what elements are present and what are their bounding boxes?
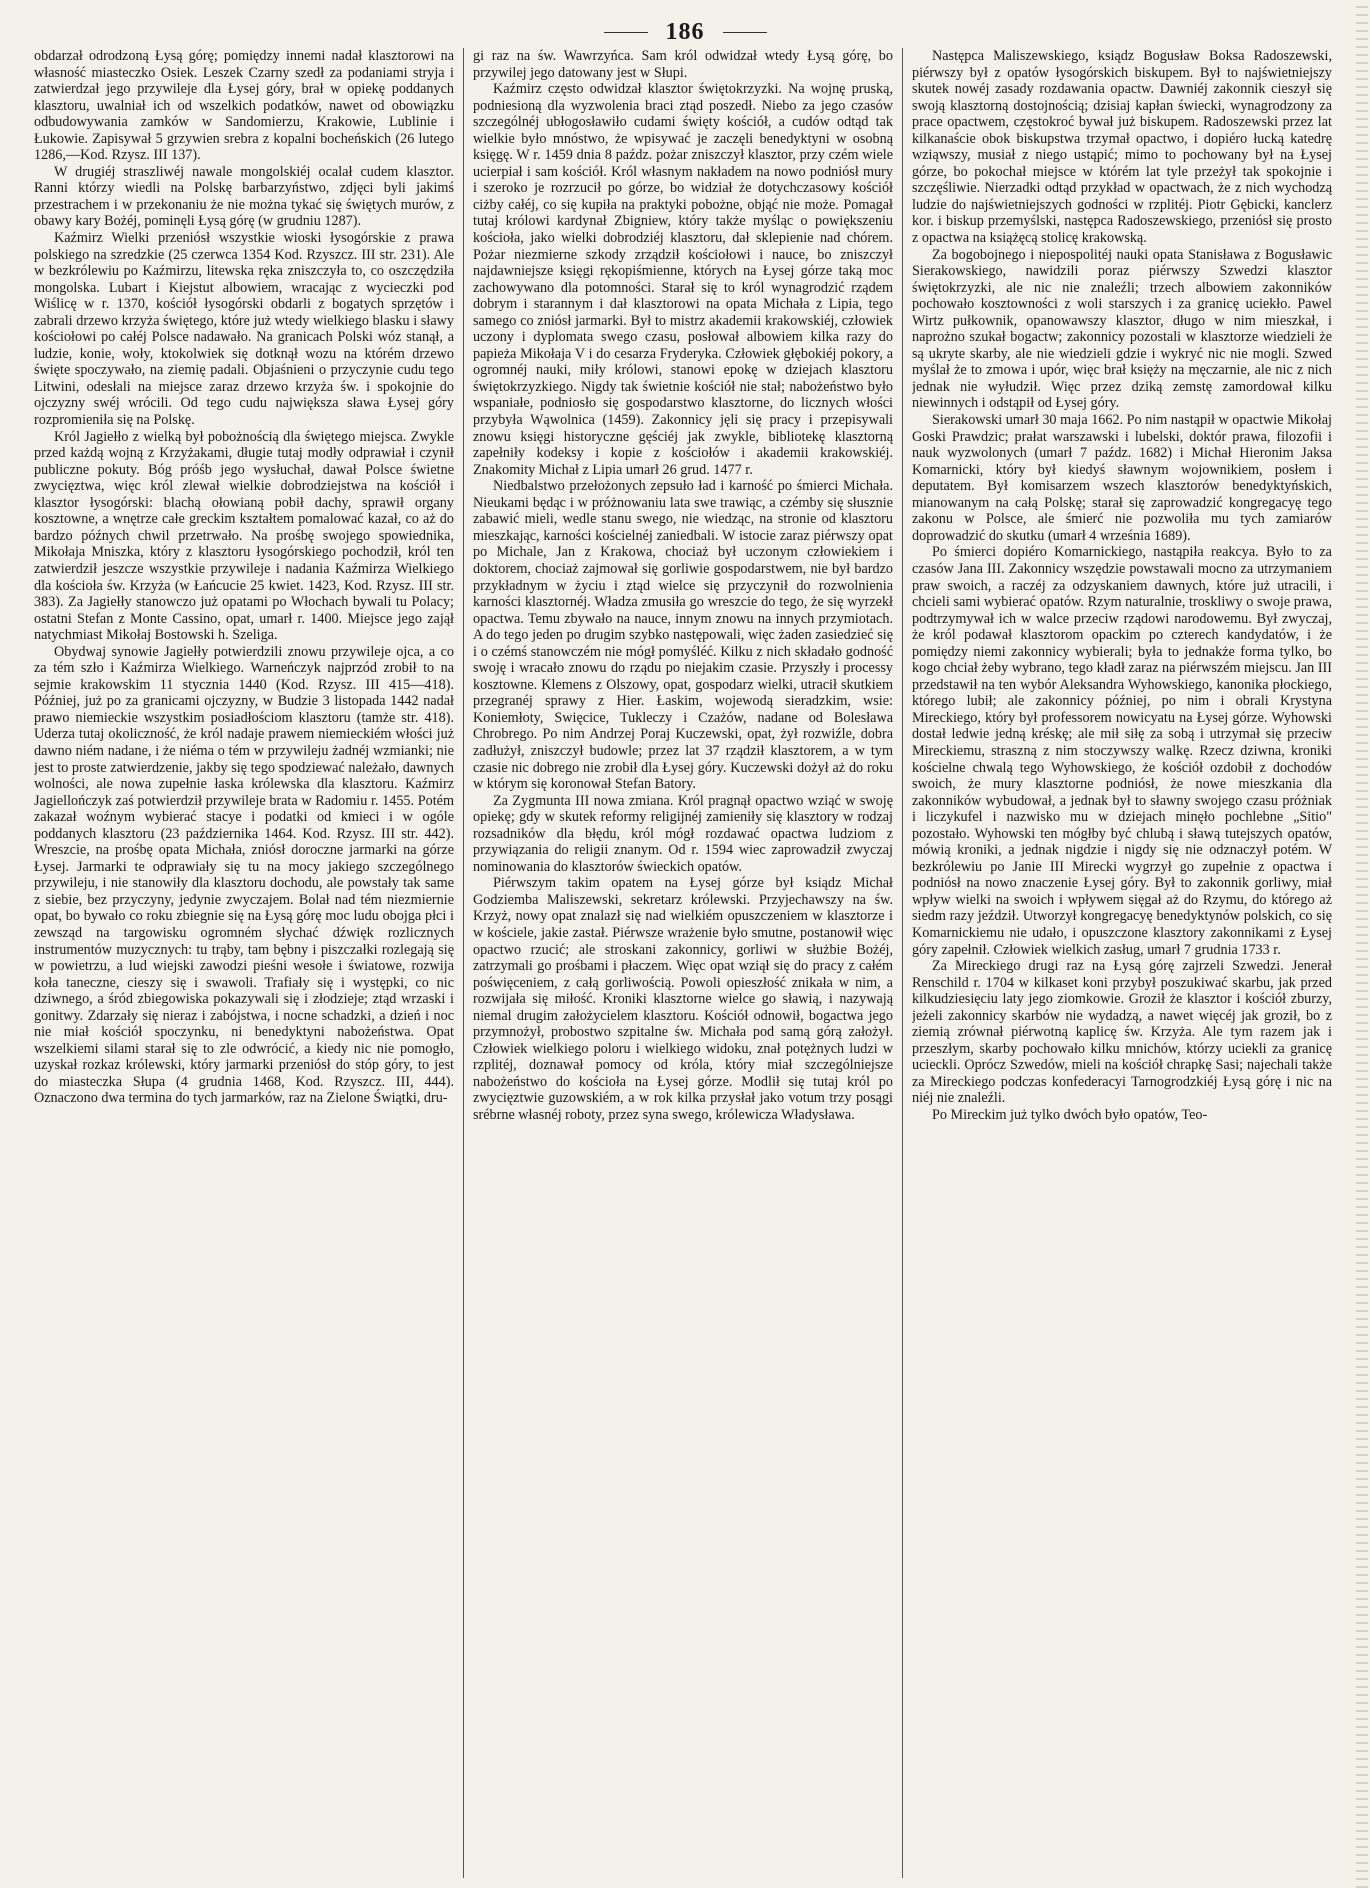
column-middle bbox=[473, 48, 893, 1878]
paragraph: Za Mireckiego drugi raz na Łysą górę zajrzeli Szwedzi. Jenerał Renschild r. 1704 w kilkaset koni przybył poszukiwać skarbu, jak przed kilkudziesięciu laty jego ziomkowie. Groził że klasztor i kościół zburzy, jeżeli zakonnicy skarbów nie wydadzą, a nawet więcéj jak groził, bo z ziemią zrównał piérwotną kaplicę św. Krzyża. Ale tym razem jak i przeszłym, skarby pochowało kilku mnichów, którzy uciekli za granicę ucieckli. Oprócz Szwedów, mieli na kościół chrapkę Sasi; najechali także za Mireckiego podczas konfederacyi Tarnogrodzkiéj Łysą górę i nic na niéj nie znaleźli. bbox=[912, 958, 1332, 1107]
paragraph: obdarzał odrodzoną Łysą górę; pomiędzy innemi nadał klasztorowi na własność miasteczko Osiek. Leszek Czarny szedł za podaniami stryja i zatwierdzał jego przywileje dla Łysej góry, brał w opiekę poddanych klasztoru, uwalniał ich od wszelkich podatków, nawet od obowiązku odbudowywania zamków w Sandomierzu, Krakowie, Lublinie i Łukowie. Zapisywał 5 grzywien srebra z kopalni bocheńskich (26 lutego 1286,—Kod. Rzysz. III 137). bbox=[34, 48, 454, 164]
paragraph: Po Mireckim już tylko dwóch było opatów, Teo- bbox=[932, 1107, 1208, 1123]
paragraph: Niedbalstwo przełożonych zepsuło ład i karność po śmierci Michała. Nieukami będąc i w próżnowaniu lata swe trawiąc, a czémby się słusznie zabawić mieli, wedle stanu swego, nie wiedząc, na stronie od klasztoru mieszkając, karności kościelnéj zaniedbali. W istocie zaraz piérwszy opat po Michale, Jan z Krakowa, chociaż był uczonym człowiekiem i doktorem, chociaż zajmował się gorliwie gospodarstwem, nie był bardzo przykładnym w życiu i ztąd wielce się przyczynił do rozwolnienia karności klasztornéj. Władza zmusiła go wreszcie do tego, że się wyrzekł opactwa. Temu zbywało na nauce, innym znowu na innych przymiotach. A do tego jeden po drugim szybko następowali, więc żaden zasiedzieć się i o czémś stanowczém nie mógł pomyśléć. Kilku z nich składało godność swoję i wracało znowu do rządu po niejakim czasie. Przyszły i processy kosztowne. Klemens z Olszowy, opat, gospodarz wielki, utracił skutkiem przegranéj sprawy z Hier. Łaskim, wojewodą sieradzkim, wsie: Koniemłoty, Swięcice, Tukleczy i Czażów, nadane od Bolesława Chrobrego. Po nim Andrzej Poraj Kuczewski, opat, żył rozwiźle, dobra zadłużył, zniszczył budowle; przez lat 37 rządził klasztorem, a w tym czasie nic dobrego nie zrobił dla Łysej góry. Kuczewski dożył aż do roku w którym się koronował Stefan Batory. bbox=[473, 478, 893, 793]
paragraph: W drugiéj straszliwéj nawale mongolskiéj ocalał cudem klasztor. Ranni którzy wiedli na Polskę barbarzyństwo, zdjęci byli jakimś przestrachem i w przekonaniu że nie można tykać się świętych murów, z obawy kary Bożéj, pominęli Łysą górę (w grudniu 1287). bbox=[34, 163, 454, 230]
column-divider bbox=[463, 48, 464, 1878]
paragraph: Król Jagiełło z wielką był pobożnością dla świętego miejsca. Zwykle przed każdą wojną z Krzyżakami, długie tutaj modły odprawiał i czynił publiczne pokuty. Bóg próśb jego wysłuchał, dawał Polsce świetne zwycięztwa, więc król zlewał wielkie dobrodziejstwa na kościół i klasztor łysogórski: blachą ołowianą pobił dachy, sprawił organy kosztowne, a wnętrze całe greckim kształtem pomalować kazał, co aż do bardzo późnych chwil przetrwało. Na prośbę swojego spowiednika, Mikołaja Mniszka, który z klasztoru łysogórskiego pochodził, król ten zatwierdził jeszcze wszystkie przywileje i nadania Kaźmirza Wielkiego dla kościoła św. Krzyża (w Łańcucie 25 kwiet. 1423, Kod. Rzysz. III str. 383). Za Jagiełły stanowczo już opatami po Włochach bywali tu Polacy; ostatni Stefan z Monte Cassino, opat, umarł r. 1400. Miejsce jego zajął natychmiast Mikołaj Bostowski h. Szeliga. bbox=[34, 428, 454, 644]
page-header bbox=[0, 12, 1370, 52]
column-right bbox=[912, 48, 1332, 1878]
paragraph: Obydwaj synowie Jagiełły potwierdzili znowu przywileje ojca, a co za tém szło i Kaźmirza Wielkiego. Warneńczyk najprzód zrobił to na sejmie krakowskim 11 stycznia 1440 (Kod. Rzysz. III 415—418). Później, już po za granicami ojczyzny, w Budzie 3 listopada 1442 nadał prawo niemieckie wszystkim posiadłościom klasztoru (tamże str. 418). Uderza tutaj okoliczność, że król nadaje prawem niemieckiém włości już dawno niém nadane, i że niéma o tém w przywileju żadnéj wzmianki; nie jest to proste zatwierdzenie, jakby się tego spodziewać należało, dawnych wolności, ale nowa zupełnie łaska królewska dla klasztoru. Kaźmirz Jagiellończyk zaś potwierdził przywileje brata w Radomiu r. 1455. Potém zakazał woźnym wybierać stacye i podatki od kmieci i w ogóle poddanych klasztoru (23 października 1464. Kod. Rzysz. III str. 442). Wreszcie, na prośbę opata Michała, zniósł doroczne jarmarki na górze Łysej. Jarmarki te odprawiały się tu na mocy jakiego szczególnego przywileju, i nie stanowiły dla klasztoru dochodu, ale powstały tak same z siebie, bez przyczyny, jedynie zwyczajem. Bolał nad tém niezmiernie opat, bo bywało co roku zbiegnie się na Łysą górę moc ludu obojga płci i zewsząd na targowisku ogromném słychać dźwięk rozlicznych instrumentów muzycznych: tu trąby, tam bębny i piszczałki rozlegają się w powietrzu, a lud wiejski zawodzi pieśni wesołe i światowe, rozwija koła taneczne, cieszy się i swawoli. Trafiały się i występki, co nic dziwnego, a śród zbiegowiska pokazywali się i złodzieje; ztąd wrzaski i gonitwy. Zdarzały się nieraz i zabójstwa, i nocne schadzki, a dzień i noc nie miał kościół spoczynku, ni benedyktyni nabożeństwa. Opat wszelkiemi silami starał się to zle odwrócić, a kiedy nic nie pomogło, uzyskał rozkaz królewski, który jarmarki przeniósł do stóp góry, to jest do miasteczka Słupa (4 grudnia 1468, Kod. Rzyszcz. III, 444). Oznaczono dwa termina do tych jarmarków, raz na Zielone Świątki, dru- bbox=[34, 643, 454, 1107]
paragraph: Za bogobojnego i niepospolitéj nauki opata Stanisława z Bogusławic Sierakowskiego, nawidzili poraz piérwszy Szwedzi klasztor świętokrzyzki, ale nic nie znaleźli; trzech albowiem zakonników pochowało kosztowności z woli starszych i za granicę uciekło. Pawel Wirtz pułkownik, opanowawszy klasztor, długo w nim mieszkał, i naprożno szukał bogactw; zakonnicy pozostali w klasztorze wiedzieli że są ukryte skarby, ale nie wiedzieli gdzie i wykryć nic nie mogli. Szwed myślał że to zmowa i upór, więc brał księży na męczarnie, ale nic z nich jednak nie wyłudził. Więc przez dziką zemstę zamordował kilku niewinnych i odstąpił od Łysej góry. bbox=[912, 246, 1332, 412]
paragraph: Następca Maliszewskiego, ksiądz Bogusław Boksa Radoszewski, piérwszy był z opatów łysogórskich biskupem. Był to najświetniejszy skutek nowéj zasady rozdawania opactw. Dawniéj zakonnik cieszył się swoją klasztorną dostojnością; dzisiaj kapłan świecki, wynagrodzony za prace opactwem, częstokroć bywał już biskupem. Radoszewski przez lat kilkanaście obok biskupstwa trzymał opactwo, i dopiéro łucką katedrę wziąwszy, musiał z niego ustąpić; mimo to pochowany był na Łysej górze, bo pokochał miejsce w którém lat tyle przeżył tak spokojnie i szczęśliwie. Nierzadki odtąd przykład w opactwach, że z nich wychodzą ludzie do najświetniejszych godności w rzplitéj. Piotr Gębicki, kanclerz kor. i biskup przemyślski, następca Radoszewskiego, przeniósł się prosto z opactwa na książęcą stolicę krakowską. bbox=[912, 48, 1332, 247]
paragraph: Sierakowski umarł 30 maja 1662. Po nim nastąpił w opactwie Mikołaj Goski Prawdzic; prałat warszawski i lubelski, doktór prawa, filozofii i nauk wyzwolonych (umarł 7 paźdz. 1682) i Michał Hieronim Jaksa Komarnicki, który był kiedyś sławnym wojownikiem, posłem i deputatem. Był komisarzem wszech klasztorów benedyktyńskich, mianowanym na całą Polskę; starał się zaprowadzić kongregacyę tego zakonu w Polsce, ale śmierć nie pozwoliła mu tych zamiarów doprowadzić do skutku (umarł 4 września 1689). bbox=[912, 412, 1332, 544]
page-number: 186 bbox=[665, 18, 705, 45]
text-columns bbox=[34, 48, 1332, 1878]
page-edge-binding bbox=[1356, 0, 1368, 1888]
paragraph: gi raz na św. Wawrzyńca. Sam król odwidzał wtedy Łysą górę, bo przywilej jego datowany jest w Słupi. bbox=[473, 48, 893, 81]
column-divider bbox=[902, 48, 903, 1878]
header-rule-left bbox=[604, 32, 648, 33]
paragraph: Kaźmirz często odwidzał klasztor świętokrzyzki. Na wojnę pruską, podniesioną dla wyzwolenia braci ztąd poszedł. Niebo za jego czasów szczególnéj ubłogosławiło cudami święty kościół, a cudów odtąd tak wielkie było mnóstwo, że wpisywać je zaczęli benedyktyni w osobną księgę. W r. 1459 dnia 8 paźdz. pożar zniszczył klasztor, przy czém wiele ucierpiał i sam kościół. Król własnym nakładem na nowo podniósł mury i szeroko je rozrzucił po górze, bo widział że dotychczasowy kościół ciżby całéj, co się kupiła na praktyki pobożne, objąć nie może. Pomagał tutaj królowi kardynał Zbigniew, który także myśląc o powiększeniu kościoła, jako wielki dobrodziéj klasztoru, dał sklepienie nad chórem. Pożar niezmierne szkody zrządził kościołowi i nauce, bo zniszczył najdawniejsze księgi rękopiśmienne, których na Łysej górze taką moc zachowywano dla potomności. Starał się to król wynagrodzić rządem dobrym i starannym i dał klasztorowi na opata Michała z Lipia, tego samego co zniósł jarmarki. Był to mistrz akademii krakowskiéj, człowiek uczony i dyplomata swego czasu, posłował albowiem kilka razy do papieża Mikołaja V i do cesarza Fryderyka. Człowiek głębokiéj pokory, a ogromnéj nauki, miły królowi, stanowi epokę w dziejach klasztoru świętokrzyzkiego. Nigdy tak świetnie kościół nie stał; nabożeństwo było wspaniałe, podniosło się gospodarstwo klasztorne, do licznych włości przybyła Wąwolnica (1459). Zakonnicy jęli się pracy i przepisywali znowu księgi historyczne gęściéj jak zwykle, bibliotekę klasztorną zapełniły kodeksy i kopie z kościołów i akademii krakowskiéj. Znakomity Michał z Lipia umarł 26 grud. 1477 r. bbox=[473, 81, 893, 478]
paragraph: Po śmierci dopiéro Komarnickiego, nastąpiła reakcya. Było to za czasów Jana III. Zakonnicy wszędzie powstawali mocno za utrzymaniem praw swoich, a raczéj za odzyskaniem dawnych, które już utracili, i chcieli sami wybierać opatów. Rzym naturalnie, troskliwy o swoje prawa, podtrzymywał ich w walce przeciw rządowi narodowemu. Był zwyczaj, że król podawał klasztorom opackim po czterech kandydatów, i że pomiędzy niemi zakonnicy wybierali; była to jednakże forma tylko, bo kogo chciał żeby wybrano, tego kładł zaraz na piérwszém miejscu. Jan III przedstawił na ten wybór Aleksandra Wyhowskiego, kanonika płockiego, którego lubił; ale zakonnicy później, po nim i obrali Krystyna Mireckiego, który był professorem nowicyatu na Łysej górze. Wyhowski dostał ledwie jedną kréskę; ale mił siłę za sobą i utrzymał się przeciw Mireckiemu, straszną z nim stoczywszy walkę. Rzecz dziwna, kroniki kościelne chwalą tego Wyhowskiego, że kościół ozdobił z dochodów swoich, że mury klasztorne podniósł, że nowe mieszkania dla zakonników wybudował, a jednak był to sławny swojego czasu próżniak i liczykufel i nazwisko mu w dziejach minęło pochlebne „Sitio" pozostało. Wyhowski ten mógłby być chlubą i sławą tutejszych opatów, mówią kroniki, a jednak nigdzie i nigdy się nie odznaczył potém. W bezkrólewiu po Janie III Mirecki wygrzył go zupełnie z opactwa i podniósł na nowo znaczenie Łysej góry. Był to zakonnik gorliwy, miał wpływ wielki na swoich i wpływem sięgał aż do Rzymu, do którego aż siedm razy jeździł. Utworzył kongregacyę benedyktynów polskich, co się Komarnickiemu nie udało, i opuszczone klasztory zakonnikami z Łysej góry zapełnił. Człowiek wielkich zasług, umarł 7 grudnia 1733 r. bbox=[912, 544, 1332, 958]
paragraph: Kaźmirz Wielki przeniósł wszystkie wioski łysogórskie z prawa polskiego na szredzkie (25 czerwca 1354 Kod. Rzyszcz. III str. 231). Ale w bezkrólewiu po Kaźmirzu, litewska ręka zniszczyła to, co oszczędziła mongolska. Lubart i Kiejstut albowiem, wracając z wycieczki pod Wiślicę w r. 1370, kościół łysogórski obdarli z bogatych sprzętów i zabrali drzewo krzyża świętego, które już wtedy wielkiego blasku i sławy kościołowi po całéj Polsce nadawało. Na granicach Polski wóz stanął, a ludzie, konie, woły, ktokolwiek się dotknął wozu na którém drzewo święte spoczywało, na ziemię padali. Objaśnieni o przyczynie cudu tego Litwini, odesłali na miejsce zaraz drzewo krzyża św. i spokojnie do ojczyzny swéj wrócili. Od tego cudu największa sława Łysej góry rozpromieniła się na Polskę. bbox=[34, 230, 454, 429]
paragraph: Za Zygmunta III nowa zmiana. Król pragnął opactwo wziąć w swoję opiekę; gdy w skutek reformy religijnéj zamieniły się klasztory w rodzaj rozsadników dla błędu, król mógł rozdawać opactwa ludziom z przywiązania do religii znanym. Od r. 1594 wiec zaprowadził zwyczaj nominowania do klasztorów świeckich opatów. bbox=[473, 792, 893, 875]
paragraph: Piérwszym takim opatem na Łysej górze był ksiądz Michał Godziemba Maliszewski, sekretarz królewski. Przyjechawszy na św. Krzyż, nowy opat znalazł się nad wielkiém opuszczeniem w klasztorze i w kościele, jakie zastał. Piérwsze wrażenie było smutne, postanowił więc opactwo rzucić; ale stroskani zakonnicy, gorliwi w służbie Bożéj, zatrzymali go prośbami i płaczem. Więc opat wziął się do pracy z całém poświęceniem, z całą gorliwością. Powoli opieszłość znikała w nim, a rozwijała się miłość. Kroniki klasztorne wielce go sławią, i nazywają niemal drugim założycielem klasztoru. Kościół odnowił, bogactwa jego przymnożył, probostwo szpitalne św. Michała pod samą górą założył. Człowiek wielkiego poloru i wielkiego widoku, znał potężnych ludzi w rzplitéj, doznawał pomocy od króla, który miał szczególniejsze nabożeństwo do kościoła na Łysej górze. Modlił się tutaj król po zwycięztwie guzowskiém, a w rok kilka przysłał jako votum trzy posągi srébrne własnéj roboty, przez syna swego, królewicza Władysława. bbox=[473, 875, 893, 1123]
column-left bbox=[34, 48, 454, 1878]
header-rule-right bbox=[723, 32, 767, 33]
